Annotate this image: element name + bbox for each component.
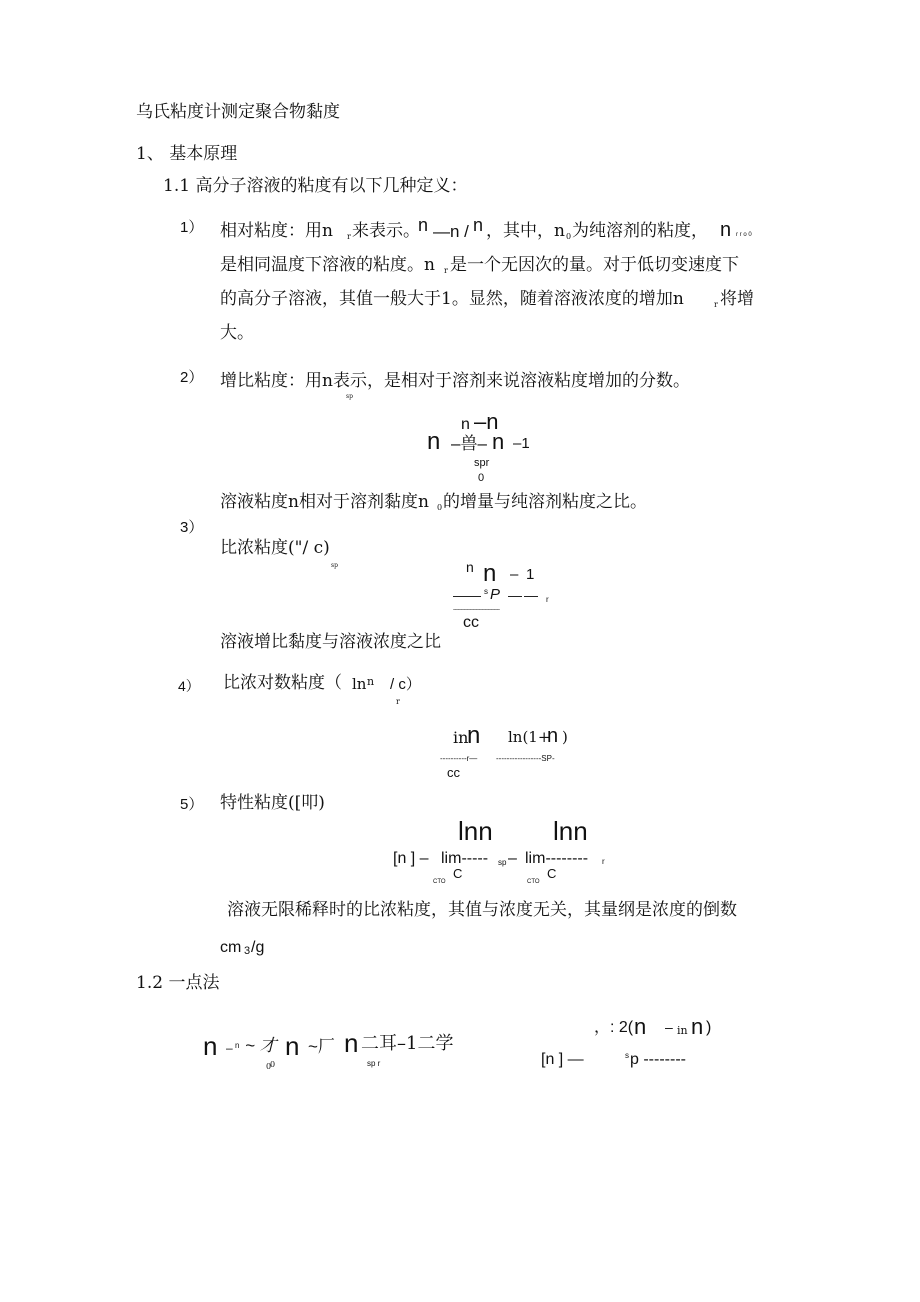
item5-line1: 特性粘度([叩)	[220, 793, 325, 813]
subsection-heading: 1.1 高分子溶液的粘度有以下几种定义：	[163, 176, 468, 196]
item-number: 1）	[180, 219, 204, 236]
subsection-heading: 1.2 一点法	[136, 973, 220, 993]
item3-line1: 比浓粘度("/ c)	[220, 538, 330, 558]
item-number: 5）	[180, 796, 204, 813]
item-number: 4）	[178, 678, 200, 694]
page-title: 乌氏粘度计测定聚合物黏度	[136, 102, 340, 122]
item2-line1: 增比粘度：用n表示，是相对于溶剂来说溶液粘度增加的分数。	[220, 371, 690, 391]
item-number: 2）	[180, 369, 204, 386]
item5-desc: 溶液无限稀释时的比浓粘度，其值与浓度无关，其量纲是浓度的倒数	[227, 900, 737, 920]
item3-desc: 溶液增比黏度与溶液浓度之比	[220, 632, 441, 652]
subscript: sp	[346, 393, 353, 400]
section-heading: 1、 基本原理	[136, 144, 238, 164]
item-number: 3）	[180, 519, 204, 536]
item1-line4: 大。	[220, 323, 254, 343]
subscript: sp	[331, 562, 338, 569]
